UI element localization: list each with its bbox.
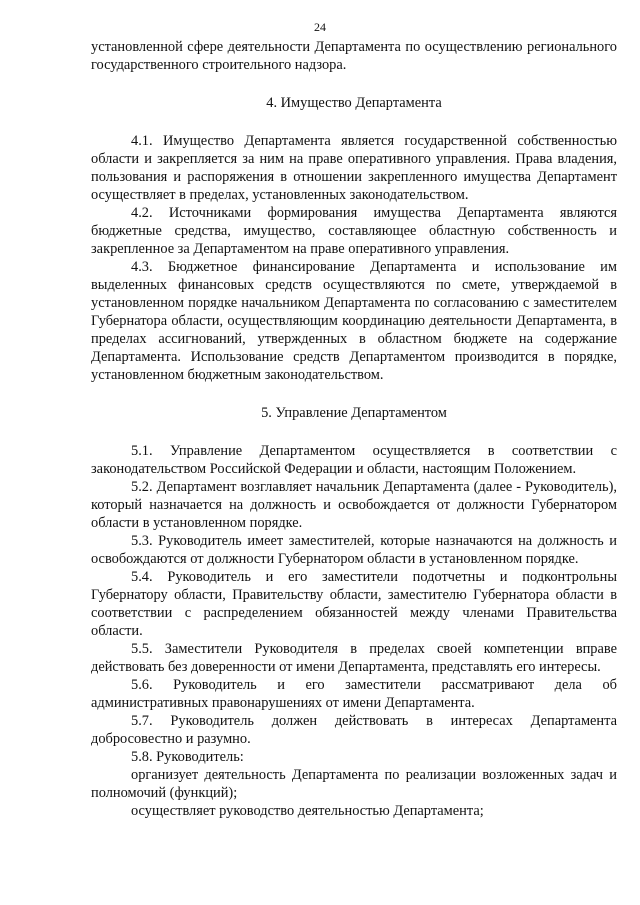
paragraph-5-4: 5.4. Руководитель и его заместители подотчетны и подконтрольны Губернатору области, Правительству области, заместителю Губернатора области в соответствии с распределением обязанностей между членами Правительства области.: [91, 569, 617, 639]
paragraph-4-3: 4.3. Бюджетное финансирование Департамента и использование им выделенных финансовых средств осуществляются по смете, утверждаемой в установленном порядке начальником Департамента по согласованию с заместителем Губернатора области, осуществляющим координацию деятельности Департамента, в пределах ассигнований, утвержденных в областном бюджете на содержание Департамента. Использование средств Департаментом производится в порядке, установленном бюджетным законодательством.: [91, 259, 617, 383]
paragraph-4-1: 4.1. Имущество Департамента является государственной собственностью области и закрепляется за ним на праве оперативного управления. Права владения, пользования и распоряжения в отношении закрепленного имущества Департамент осуществляет в пределах, установленных законодательством.: [91, 133, 617, 203]
section-4-title: 4. Имущество Департамента: [266, 95, 442, 111]
paragraph-5-2: 5.2. Департамент возглавляет начальник Департамента (далее - Руководитель), который назначается на должность и освобождается от должности Губернатором области в установленном порядке.: [91, 479, 617, 531]
paragraph-5-3: 5.3. Руководитель имеет заместителей, которые назначаются на должность и освобождаются от должности Губернатором области в установленном порядке.: [91, 533, 617, 567]
paragraph-5-8-item-2: осуществляет руководство деятельностью Департамента;: [131, 803, 484, 819]
paragraph-5-7: 5.7. Руководитель должен действовать в интересах Департамента добросовестно и разумно.: [91, 713, 617, 747]
paragraph-5-5: 5.5. Заместители Руководителя в пределах своей компетенции вправе действовать без доверенности от имени Департамента, представлять его интересы.: [91, 641, 617, 675]
section-5-title: 5. Управление Департаментом: [261, 405, 447, 421]
paragraph-5-8-item-1: организует деятельность Департамента по реализации возложенных задач и полномочий (функций);: [91, 767, 617, 801]
paragraph-4-2: 4.2. Источниками формирования имущества Департамента являются бюджетные средства, имущество, составляющее областную собственность и закрепленное за Департаментом на праве оперативного управления.: [91, 205, 617, 257]
page-number: 24: [314, 20, 326, 34]
paragraph-5-1: 5.1. Управление Департаментом осуществляется в соответствии с законодательством Российской Федерации и области, настоящим Положением.: [91, 443, 617, 477]
paragraph-5-6: 5.6. Руководитель и его заместители рассматривают дела об административных правонарушениях от имени Департамента.: [91, 677, 617, 711]
page-content: [91, 38, 617, 820]
paragraph-5-8: 5.8. Руководитель:: [131, 749, 244, 765]
intro-paragraph: установленной сфере деятельности Департамента по осуществлению регионального государственного строительного надзора.: [91, 39, 617, 73]
